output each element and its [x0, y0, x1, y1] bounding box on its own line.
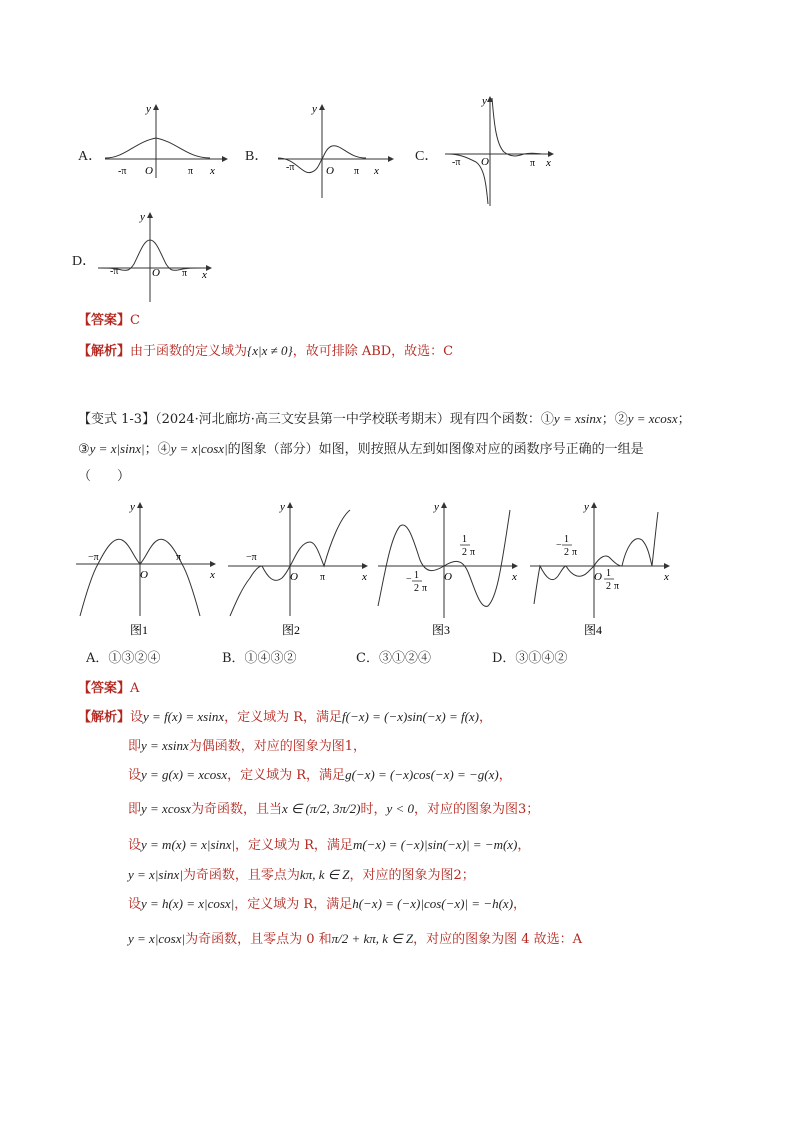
l6-b: ，定义域为 R，满足 [234, 897, 353, 912]
fig2-pi: π [320, 572, 326, 583]
l2-m: y = g(x) = xcosx [141, 767, 228, 782]
l7-m2: π/2 + kπ, k ∈ Z [331, 931, 414, 946]
d-o: O [152, 267, 160, 279]
q2-f2: y = xcosx [627, 411, 678, 426]
l0-a: 设 [130, 710, 144, 725]
d-y: y [140, 211, 145, 223]
l0-b: ，定义域为 R，满足 [224, 710, 343, 725]
fig3-x: x [512, 571, 517, 583]
b-y: y [312, 103, 317, 115]
a-negpi: -π [118, 166, 127, 177]
q1-analysis-post: ，故可排除 ABD，故选：C [292, 344, 454, 359]
q1-analysis-line [78, 342, 453, 361]
fig4-o: O [594, 571, 602, 583]
fig1-caption: 图1 [130, 623, 149, 637]
q2-sep1: ；② [601, 412, 628, 427]
q2-f3: y = x|sinx| [89, 441, 145, 456]
q2-line2-a: ③ [78, 442, 90, 457]
l1-b: 为偶函数，对应的图象为图1， [188, 739, 367, 754]
q1-answer-tag: 【答案】 [78, 313, 131, 328]
fig1-negpi: −π [88, 552, 99, 563]
fig1-pi: π [176, 552, 182, 563]
fig4-half-bot-num: 1 [606, 568, 611, 579]
q2-head: 【变式 1-3】（2024·河北廊坊·高三文安县第一中学校联考期末）现有四个函数：① [78, 412, 554, 427]
q2-analysis-3 [128, 766, 512, 785]
graph-option-a [100, 100, 230, 180]
a-pi: π [188, 166, 194, 177]
fig3-y: y [434, 501, 439, 513]
b-pi: π [354, 166, 360, 177]
l4-b: ，定义域为 R，满足 [235, 838, 353, 853]
figure-3 [374, 498, 524, 638]
fig4-half-bot-pi: π [614, 581, 620, 592]
q2-answer-tag: 【答案】 [78, 681, 131, 696]
fig2-o: O [290, 571, 298, 583]
fig2-y: y [280, 501, 285, 513]
q1-analysis-set: {x|x ≠ 0} [247, 343, 293, 358]
l5-m2: kπ, k ∈ Z [299, 867, 350, 882]
fig1-x: x [210, 569, 215, 581]
q1-analysis-tag: 【解析】 [78, 344, 131, 359]
l3-tail-m: y < 0 [386, 801, 415, 816]
l7-b: 为奇函数，且零点为 0 和 [185, 932, 332, 947]
fig1-y: y [130, 501, 135, 513]
c-y: y [482, 95, 487, 107]
figure-2 [224, 498, 374, 638]
l0-m2: f(−x) = (−x)sin(−x) = f(x) [342, 709, 480, 724]
l5-b: 为奇函数，且零点为 [182, 868, 300, 883]
q2-answer-line [78, 680, 139, 698]
l7-m: y = x|cosx| [128, 931, 186, 946]
d-negpi: -π [110, 266, 119, 277]
l1-m: y = xsinx [141, 738, 189, 753]
option-d-label: D． [72, 254, 97, 269]
l5-c: ，对应的图象为图2； [349, 868, 475, 883]
fig4-y: y [584, 501, 589, 513]
c-o: O [481, 156, 489, 168]
d-x: x [202, 269, 207, 281]
a-o: O [145, 165, 153, 177]
c-pi: π [530, 158, 536, 169]
fig1-o: O [140, 569, 148, 581]
choice-d[interactable]: D．③①④② [492, 651, 568, 666]
q2-sep2: ； [677, 412, 691, 427]
q2-analysis-5 [128, 836, 530, 855]
c-x: x [546, 157, 551, 169]
q2-answer: A [130, 681, 140, 696]
q2-line2-b: ；④ [144, 442, 171, 457]
q2-analysis-8 [128, 930, 582, 949]
q2-line2-c: 的图象（部分）如图，则按照从左到如图像对应的函数序号正确的一组是 [227, 442, 644, 457]
l6-c: ， [513, 897, 527, 912]
q2-analysis-2 [128, 737, 366, 756]
l6-a: 设 [128, 897, 142, 912]
fig4-neg-sign: − [556, 540, 562, 551]
q2-analysis-4 [128, 800, 539, 819]
figure-4 [526, 498, 676, 638]
fig3-half-top-den: 2 [462, 547, 467, 558]
q2-f1: y = xsinx [553, 411, 602, 426]
q2-f4: y = x|cosx| [170, 441, 228, 456]
graph-option-b [268, 100, 398, 200]
l5-m: y = x|sinx| [128, 867, 183, 882]
fig3-neg-sign: − [406, 574, 412, 585]
q2-analysis-6 [128, 866, 475, 885]
fig3-caption: 图3 [432, 623, 451, 637]
q1-analysis-pre: 由于函数的定义域为 [130, 344, 248, 359]
choice-a[interactable]: A．①③②④ [86, 651, 161, 666]
fig3-half-top-pi: π [470, 547, 476, 558]
graph-option-d [94, 208, 219, 303]
fig3-o: O [444, 571, 452, 583]
option-a-label: A． [78, 149, 103, 164]
option-b-label: B． [245, 149, 269, 164]
fig4-half-bot-den: 2 [606, 581, 611, 592]
fig4-x: x [664, 571, 669, 583]
fig4-half-top-pi: π [572, 547, 578, 558]
b-negpi: -π [286, 162, 295, 173]
choice-b[interactable]: B．①④③② [222, 651, 297, 666]
fig3-half-bot-pi: π [422, 583, 428, 594]
l3-a: 即 [128, 802, 142, 817]
figure-1 [72, 498, 222, 638]
l3-m: y = xcosx [141, 801, 191, 816]
q2-stem-line2 [78, 440, 644, 459]
c-negpi: -π [452, 157, 461, 168]
l4-m2: m(−x) = (−x)|sin(−x)| = −m(x) [352, 837, 518, 852]
a-x: x [210, 165, 215, 177]
graph-option-c [440, 92, 560, 207]
l4-a: 设 [128, 838, 142, 853]
l7-c: ，对应的图象为图 4 故选：A [413, 932, 583, 947]
fig4-caption: 图4 [584, 623, 603, 637]
l4-m: y = m(x) = x|sinx| [141, 837, 236, 852]
l4-c: ， [517, 838, 531, 853]
l1-a: 即 [128, 739, 142, 754]
fig4-half-top-den: 2 [564, 547, 569, 558]
b-o: O [326, 165, 334, 177]
l6-m: y = h(x) = x|cosx| [141, 896, 235, 911]
l2-b: ，定义域为 R，满足 [227, 768, 346, 783]
fig2-caption: 图2 [282, 623, 301, 637]
l2-c: ， [498, 768, 512, 783]
q1-answer-line [78, 312, 140, 330]
b-x: x [374, 165, 379, 177]
q1-answer: C [130, 313, 140, 328]
l2-a: 设 [128, 768, 142, 783]
fig3-half-top-num: 1 [462, 534, 467, 545]
l3-c: 时， [360, 802, 387, 817]
q2-analysis-7 [128, 895, 526, 914]
fig3-half-bot-num: 1 [414, 570, 419, 581]
l6-m2: h(−x) = (−x)|cos(−x)| = −h(x) [352, 896, 514, 911]
fig4-half-top-num: 1 [564, 534, 569, 545]
l3-b: 为奇函数，且当 [190, 802, 282, 817]
choice-c[interactable]: C．③①②④ [356, 651, 431, 666]
l2-m2: g(−x) = (−x)cos(−x) = −g(x) [345, 767, 499, 782]
q2-paren: （ ） [78, 469, 131, 484]
l3-tail: ，对应的图象为图3； [414, 802, 540, 817]
fig3-half-bot-den: 2 [414, 583, 419, 594]
l0-m: y = f(x) = xsinx [143, 709, 225, 724]
a-y: y [146, 103, 151, 115]
q2-analysis-1 [78, 708, 492, 727]
q2-stem-line1 [78, 410, 691, 429]
q2-analysis-tag: 【解析】 [78, 710, 131, 725]
fig2-x: x [362, 571, 367, 583]
l0-c: ， [479, 710, 493, 725]
fig2-negpi: −π [246, 552, 257, 563]
d-pi: π [182, 268, 188, 279]
option-c-label: C． [415, 149, 439, 164]
l3-m2: x ∈ (π/2, 3π/2) [281, 801, 361, 816]
